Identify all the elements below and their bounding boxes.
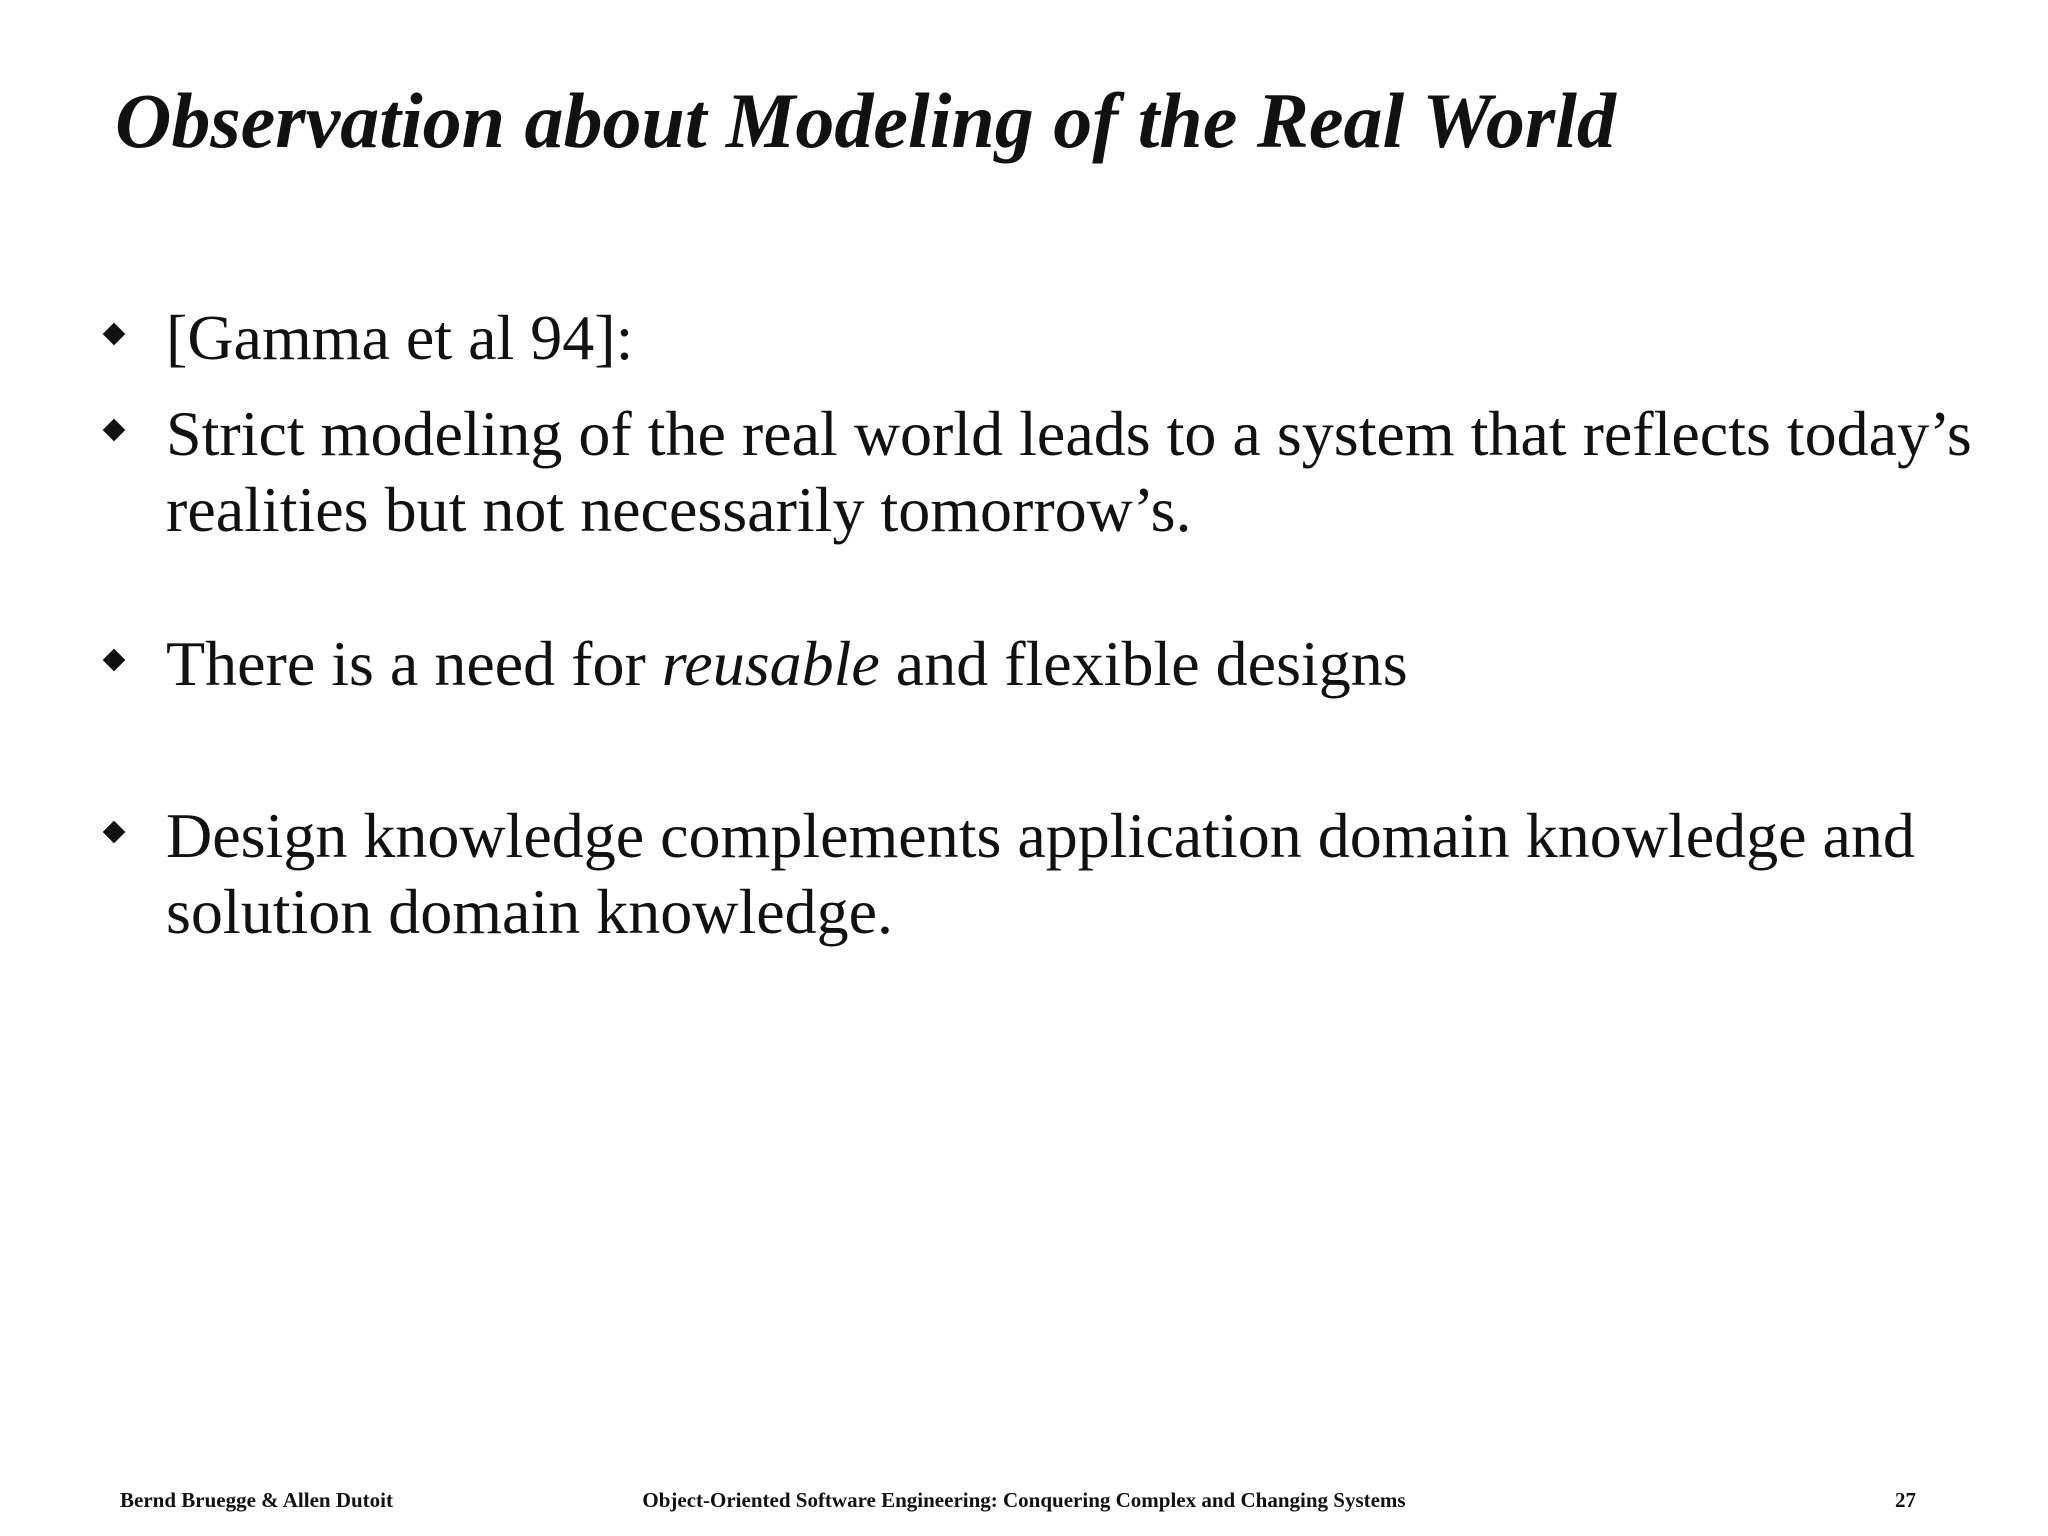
bullet-list bbox=[100, 300, 1980, 950]
bullet-emphasis: reusable bbox=[661, 628, 880, 699]
bullet-text: Design knowledge complements application domain knowledge and solution domain knowledge. bbox=[166, 800, 1915, 947]
bullet-item bbox=[100, 798, 1980, 950]
diamond-bullet-icon bbox=[103, 821, 126, 844]
slide-title: Observation about Modeling of the Real World bbox=[115, 77, 1616, 164]
bullet-item bbox=[100, 396, 1980, 548]
diamond-bullet-icon bbox=[103, 649, 126, 672]
bullet-text: [Gamma et al 94]: bbox=[166, 302, 634, 373]
footer-book-title: Object-Oriented Software Engineering: Conquering Complex and Changing Systems bbox=[642, 1488, 1406, 1512]
bullet-text bbox=[166, 626, 1980, 702]
bullet-text-after: and flexible designs bbox=[879, 628, 1408, 699]
diamond-bullet-icon bbox=[103, 323, 126, 346]
page-number: 27 bbox=[1895, 1488, 1916, 1512]
diamond-bullet-icon bbox=[103, 419, 126, 442]
bullet-item bbox=[100, 300, 1980, 376]
bullet-text: Strict modeling of the real world leads to a system that reflects today’s realities but not necessarily tomorrow’s. bbox=[166, 398, 1972, 545]
bullet-text-before: There is a need for bbox=[166, 628, 662, 699]
bullet-item bbox=[100, 626, 1980, 702]
footer-authors: Bernd Bruegge & Allen Dutoit bbox=[120, 1488, 393, 1512]
